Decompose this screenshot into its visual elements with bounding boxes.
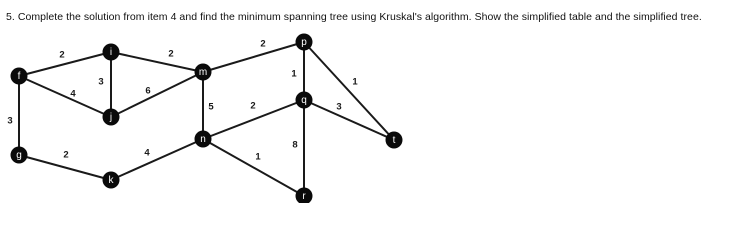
edge-weight-q-r: 8: [292, 139, 298, 151]
edge-k-n: [111, 139, 203, 180]
edge-weight-i-m: 2: [168, 48, 174, 60]
edge-weight-n-q: 2: [250, 100, 256, 112]
node-label-n: n: [200, 134, 206, 145]
edge-weight-m-p: 2: [260, 38, 266, 50]
edge-p-t: [304, 42, 394, 140]
edge-weight-i-j: 3: [98, 76, 104, 88]
edge-f-i: [19, 49, 111, 76]
edge-weight-n-r: 1: [255, 151, 261, 163]
edge-weight-k-n: 4: [144, 147, 150, 159]
node-i: [103, 44, 120, 61]
node-label-m: m: [198, 67, 208, 78]
node-r: [296, 188, 313, 204]
node-f: [11, 68, 28, 85]
edge-i-m: [111, 52, 203, 72]
edge-weight-p-t: 1: [352, 76, 358, 88]
node-label-f: f: [17, 71, 21, 82]
edge-m-p: [203, 42, 304, 72]
node-q: [296, 92, 313, 109]
edge-j-m: [111, 72, 203, 117]
edge-weight-f-j: 4: [70, 88, 76, 100]
edge-weight-p-q: 1: [291, 68, 297, 80]
node-label-r: r: [302, 191, 306, 202]
node-label-g: g: [16, 150, 22, 161]
node-label-p: p: [301, 37, 307, 48]
question-text: 5. Complete the solution from item 4 and find the minimum spanning tree using Kruskal's algorithm. Show the simplified table and the simplified tree.: [6, 11, 702, 23]
edge-weight-j-m: 6: [145, 85, 151, 97]
node-p: [296, 34, 313, 51]
node-label-t: t: [392, 135, 396, 146]
edge-weight-f-g: 3: [7, 115, 13, 127]
edge-weight-f-i: 2: [59, 49, 65, 61]
node-label-k: k: [108, 175, 114, 186]
node-label-j: j: [109, 112, 113, 123]
edge-weight-m-n: 5: [208, 101, 214, 113]
node-t: [386, 132, 403, 149]
node-k: [103, 172, 120, 189]
node-label-q: q: [301, 95, 307, 106]
node-m: [195, 64, 212, 81]
edge-f-j: [19, 76, 111, 117]
edge-q-t: [304, 100, 394, 140]
edge-weight-g-k: 2: [63, 149, 69, 161]
edge-n-r: [203, 139, 304, 196]
node-j: [103, 109, 120, 126]
node-g: [11, 147, 28, 164]
node-label-i: i: [109, 47, 113, 58]
edge-weight-q-t: 3: [336, 101, 342, 113]
node-n: [195, 131, 212, 148]
